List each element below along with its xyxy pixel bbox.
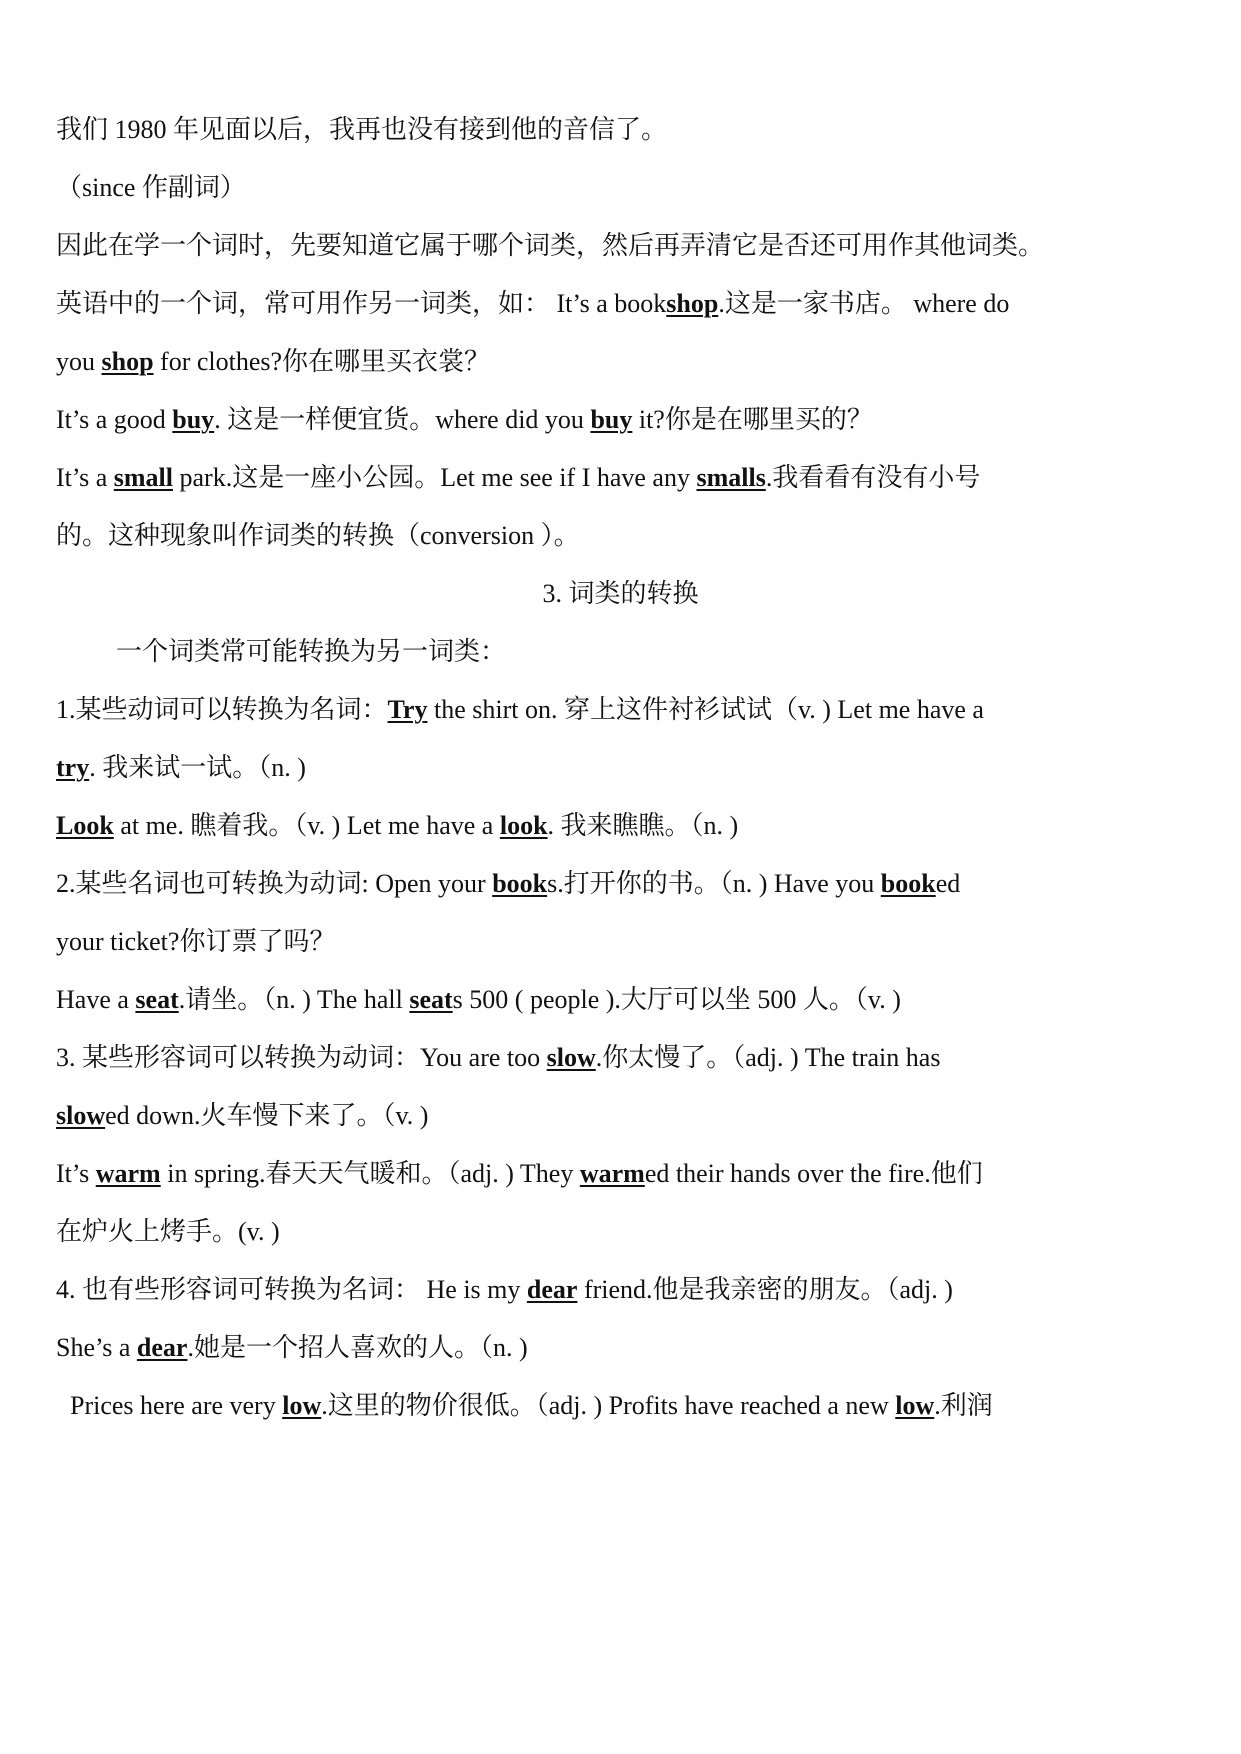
paragraph-line xyxy=(56,286,1186,322)
underlined-word: book xyxy=(492,869,548,898)
underlined-word: buy xyxy=(172,405,215,434)
text-run: .你太慢了。（adj. ) The train has xyxy=(595,1043,941,1072)
text-run: for clothes?你在哪里买衣裳？ xyxy=(153,347,491,376)
text-run: 4. 也有些形容词可转换为名词： He is my xyxy=(56,1275,527,1304)
paragraph-line: （since 作副词） xyxy=(56,173,246,202)
text-run: you xyxy=(56,347,102,376)
paragraph-line xyxy=(56,344,1186,380)
underlined-word: seat xyxy=(135,985,179,1014)
underlined-word: book xyxy=(880,869,936,898)
text-run: 1.某些动词可以转换为名词： xyxy=(56,695,388,724)
underlined-word: slow xyxy=(546,1043,596,1072)
paragraph-line xyxy=(56,1330,1186,1366)
underlined-word: dear xyxy=(136,1333,188,1362)
text-run: park.这是一座小公园。Let me see if I have any xyxy=(173,463,697,492)
text-run: friend.他是我亲密的朋友。（adj. ) xyxy=(577,1275,953,1304)
text-run: s 500 ( people ).大厅可以坐 500 人。（v. ) xyxy=(452,985,901,1014)
underlined-word: smalls xyxy=(696,463,766,492)
text-run: ed their hands over the fire.他们 xyxy=(644,1159,983,1188)
paragraph-line: 因此在学一个词时，先要知道它属于哪个词类，然后再弄清它是否还可用作其他词类。 xyxy=(56,231,1045,260)
paragraph-line xyxy=(56,808,1186,844)
paragraph-line xyxy=(56,1040,1186,1076)
text-run: .利润 xyxy=(934,1391,993,1420)
text-run: .我看看有没有小号 xyxy=(765,463,981,492)
text-run: ed xyxy=(935,869,961,898)
text-run: .请坐。（n. ) The hall xyxy=(178,985,410,1014)
text-run: at me. 瞧着我。（v. ) Let me have a xyxy=(113,811,500,840)
text-run: . 我来试一试。（n. ) xyxy=(89,753,306,782)
underlined-word: Look xyxy=(56,811,114,840)
text-run: 2.某些名词也可转换为动词: Open your xyxy=(56,869,493,898)
text-run: .这里的物价很低。（adj. ) Profits have reached a new xyxy=(321,1391,896,1420)
text-run: Prices here are very xyxy=(70,1391,283,1420)
text-run: .她是一个招人喜欢的人。（n. ) xyxy=(187,1333,528,1362)
paragraph-line: your ticket?你订票了吗？ xyxy=(56,927,336,956)
underlined-word: low xyxy=(895,1391,935,1420)
underlined-word: shop xyxy=(101,347,154,376)
text-run: ed down.火车慢下来了。（v. ) xyxy=(105,1101,429,1130)
paragraph-line xyxy=(56,866,1186,902)
paragraph-line: 一个词类常可能转换为另一词类： xyxy=(116,637,507,666)
underlined-word: look xyxy=(499,811,548,840)
text-run: it?你是在哪里买的？ xyxy=(632,405,873,434)
underlined-word: dear xyxy=(526,1275,578,1304)
paragraph-line xyxy=(56,750,1186,786)
underlined-word: small xyxy=(113,463,173,492)
text-run: She’s a xyxy=(56,1333,137,1362)
paragraph-line xyxy=(56,1156,1186,1192)
text-run: Have a xyxy=(56,985,136,1014)
text-run: 英语中的一个词，常可用作另一词类，如： It’s a book xyxy=(56,289,667,318)
underlined-word: shop xyxy=(666,289,719,318)
paragraph-line xyxy=(56,402,1186,438)
paragraph-line xyxy=(70,1388,1200,1424)
underlined-word: low xyxy=(282,1391,322,1420)
paragraph-line xyxy=(56,692,1186,728)
paragraph-line xyxy=(56,1272,1186,1308)
underlined-word: Try xyxy=(387,695,428,724)
paragraph-line: 我们 1980 年见面以后，我再也没有接到他的音信了。 xyxy=(56,115,668,144)
text-run: s.打开你的书。（n. ) Have you xyxy=(547,869,881,898)
section-heading: 3. 词类的转换 xyxy=(542,579,699,608)
underlined-word: seat xyxy=(409,985,453,1014)
underlined-word: buy xyxy=(590,405,633,434)
underlined-word: warm xyxy=(95,1159,161,1188)
paragraph-line: 的。这种现象叫作词类的转换（conversion ）。 xyxy=(56,521,580,550)
paragraph-line xyxy=(56,1098,1186,1134)
paragraph-line xyxy=(56,460,1186,496)
text-run: the shirt on. 穿上这件衬衫试试（v. ) Let me have a xyxy=(427,695,984,724)
text-run: in spring.春天天气暖和。（adj. ) They xyxy=(160,1159,580,1188)
underlined-word: warm xyxy=(579,1159,645,1188)
text-run: . 我来瞧瞧。（n. ) xyxy=(547,811,739,840)
text-run: .这是一家书店。 where do xyxy=(718,289,1010,318)
paragraph-line: 在炉火上烤手。(v. ) xyxy=(56,1217,280,1246)
text-run: 3. 某些形容词可以转换为动词：You are too xyxy=(56,1043,547,1072)
underlined-word: slow xyxy=(56,1101,106,1130)
text-run: It’s a xyxy=(56,463,114,492)
text-run: . 这是一样便宜货。where did you xyxy=(214,405,591,434)
text-run: It’s xyxy=(56,1159,96,1188)
text-run: It’s a good xyxy=(56,405,173,434)
underlined-word: try xyxy=(56,753,90,782)
paragraph-line xyxy=(56,982,1186,1018)
